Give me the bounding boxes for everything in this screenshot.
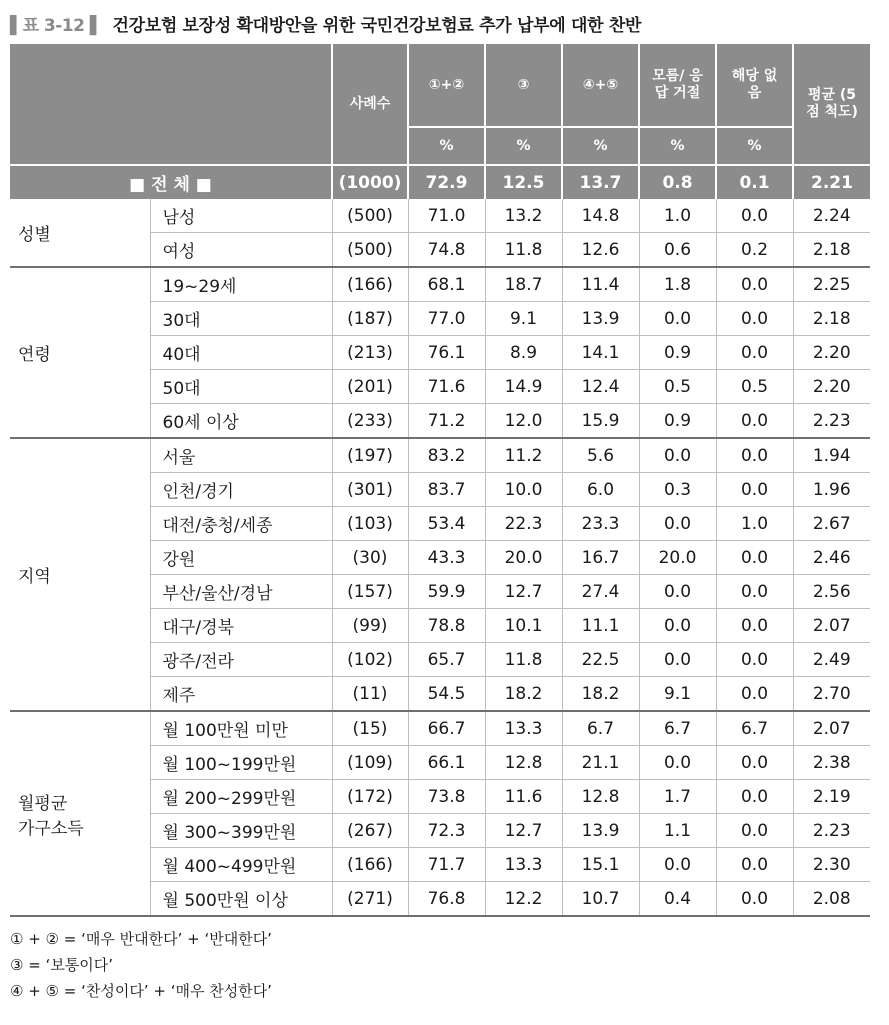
row-value: 76.1 [408,336,485,370]
total-count: (1000) [332,165,408,199]
row-count: (500) [332,199,408,233]
row-value: 2.07 [793,609,870,643]
row-count: (500) [332,233,408,268]
row-label: 남성 [150,199,332,233]
row-value: 13.3 [485,711,562,746]
row-label: 19~29세 [150,267,332,302]
row-value: 18.2 [562,677,639,712]
row-value: 11.6 [485,780,562,814]
row-value: 10.0 [485,473,562,507]
table-row [10,438,870,473]
row-count: (99) [332,609,408,643]
row-count: (109) [332,746,408,780]
row-value: 0.0 [639,643,716,677]
row-value: 0.0 [716,575,793,609]
row-value: 12.4 [562,370,639,404]
row-value: 12.8 [562,780,639,814]
row-value: 2.23 [793,814,870,848]
row-value: 2.20 [793,370,870,404]
row-value: 1.0 [639,199,716,233]
header-unit: % [408,127,485,165]
row-value: 11.8 [485,233,562,268]
row-count: (15) [332,711,408,746]
row-value: 68.1 [408,267,485,302]
row-label: 월 500만원 이상 [150,882,332,917]
row-value: 8.9 [485,336,562,370]
total-value: 2.21 [793,165,870,199]
row-value: 0.3 [639,473,716,507]
group-label: 연령 [10,267,150,438]
row-value: 72.3 [408,814,485,848]
row-value: 11.4 [562,267,639,302]
row-value: 0.6 [639,233,716,268]
row-label: 60세 이상 [150,404,332,439]
row-value: 2.07 [793,711,870,746]
group-label: 월평균 가구소득 [10,711,150,916]
row-value: 2.49 [793,643,870,677]
row-value: 71.2 [408,404,485,439]
row-label: 강원 [150,541,332,575]
row-value: 2.30 [793,848,870,882]
row-value: 2.08 [793,882,870,917]
row-value: 76.8 [408,882,485,917]
row-count: (30) [332,541,408,575]
row-value: 0.0 [716,609,793,643]
row-value: 13.3 [485,848,562,882]
table-row [10,711,870,746]
row-label: 월 100만원 미만 [150,711,332,746]
row-value: 20.0 [485,541,562,575]
row-value: 0.0 [716,848,793,882]
total-label: ■ 전 체 ■ [10,165,332,199]
row-count: (187) [332,302,408,336]
row-value: 6.7 [716,711,793,746]
row-value: 12.7 [485,814,562,848]
row-label: 30대 [150,302,332,336]
row-count: (267) [332,814,408,848]
header-col2: ③ [485,44,562,127]
row-value: 13.9 [562,302,639,336]
table-row [10,199,870,233]
row-label: 서울 [150,438,332,473]
row-value: 1.7 [639,780,716,814]
total-value: 0.1 [716,165,793,199]
row-value: 21.1 [562,746,639,780]
row-value: 0.0 [716,746,793,780]
row-value: 66.1 [408,746,485,780]
row-value: 14.9 [485,370,562,404]
footnotes [10,926,272,1004]
row-value: 2.25 [793,267,870,302]
row-value: 53.4 [408,507,485,541]
row-value: 9.1 [485,302,562,336]
row-label: 월 400~499만원 [150,848,332,882]
row-value: 2.24 [793,199,870,233]
row-value: 2.67 [793,507,870,541]
row-value: 1.0 [716,507,793,541]
row-label: 대전/충청/세종 [150,507,332,541]
row-value: 77.0 [408,302,485,336]
total-row [10,165,870,199]
table-title: 건강보험 보장성 확대방안을 위한 국민건강보험료 추가 납부에 대한 찬반 [112,15,642,36]
row-value: 18.2 [485,677,562,712]
row-value: 74.8 [408,233,485,268]
row-value: 0.0 [716,780,793,814]
survey-table [10,44,870,917]
row-value: 14.1 [562,336,639,370]
row-value: 13.9 [562,814,639,848]
row-value: 1.94 [793,438,870,473]
data-section [10,199,870,916]
footnote: ① + ② = ‘매우 반대한다’ + ‘반대한다’ [10,930,272,948]
row-value: 5.6 [562,438,639,473]
row-value: 6.0 [562,473,639,507]
row-count: (201) [332,370,408,404]
row-value: 0.0 [639,507,716,541]
row-value: 11.2 [485,438,562,473]
row-value: 11.1 [562,609,639,643]
row-value: 12.0 [485,404,562,439]
row-value: 54.5 [408,677,485,712]
row-value: 0.5 [716,370,793,404]
row-label: 50대 [150,370,332,404]
row-count: (102) [332,643,408,677]
row-label: 인천/경기 [150,473,332,507]
row-value: 2.19 [793,780,870,814]
row-value: 12.7 [485,575,562,609]
header-unit: % [639,127,716,165]
header-col4: 모름/ 응답 거절 [639,44,716,127]
row-label: 부산/울산/경남 [150,575,332,609]
row-value: 12.2 [485,882,562,917]
total-value: 72.9 [408,165,485,199]
row-value: 2.18 [793,233,870,268]
row-count: (172) [332,780,408,814]
row-value: 6.7 [639,711,716,746]
row-label: 제주 [150,677,332,712]
row-value: 14.8 [562,199,639,233]
row-value: 20.0 [639,541,716,575]
row-value: 66.7 [408,711,485,746]
row-value: 1.96 [793,473,870,507]
total-value: 13.7 [562,165,639,199]
row-value: 12.8 [485,746,562,780]
row-value: 2.20 [793,336,870,370]
header-unit: % [562,127,639,165]
row-value: 0.9 [639,336,716,370]
row-value: 71.6 [408,370,485,404]
row-value: 83.2 [408,438,485,473]
row-count: (103) [332,507,408,541]
row-value: 71.7 [408,848,485,882]
row-count: (157) [332,575,408,609]
row-count: (213) [332,336,408,370]
total-value: 12.5 [485,165,562,199]
row-count: (11) [332,677,408,712]
row-value: 0.0 [716,643,793,677]
row-value: 2.38 [793,746,870,780]
row-value: 0.0 [716,677,793,712]
row-count: (271) [332,882,408,917]
row-label: 월 100~199만원 [150,746,332,780]
row-value: 18.7 [485,267,562,302]
row-count: (301) [332,473,408,507]
row-value: 43.3 [408,541,485,575]
row-value: 23.3 [562,507,639,541]
footnote: ③ = ‘보통이다’ [10,956,114,974]
row-value: 13.2 [485,199,562,233]
row-value: 10.1 [485,609,562,643]
row-count: (197) [332,438,408,473]
header-col5: 해당 없음 [716,44,793,127]
row-value: 15.1 [562,848,639,882]
row-value: 0.0 [716,336,793,370]
row-value: 0.0 [639,575,716,609]
row-value: 2.70 [793,677,870,712]
row-count: (166) [332,267,408,302]
row-value: 0.0 [716,882,793,917]
header-blank [10,44,332,165]
table-header [10,44,870,165]
row-value: 0.0 [639,746,716,780]
row-value: 9.1 [639,677,716,712]
row-value: 78.8 [408,609,485,643]
row-label: 월 300~399만원 [150,814,332,848]
row-value: 0.0 [716,199,793,233]
group-label: 성별 [10,199,150,267]
row-value: 12.6 [562,233,639,268]
footnote: ④ + ⑤ = ‘찬성이다’ + ‘매우 찬성한다’ [10,982,272,1000]
row-value: 2.46 [793,541,870,575]
row-value: 0.0 [716,438,793,473]
row-value: 11.8 [485,643,562,677]
row-count: (166) [332,848,408,882]
row-value: 2.23 [793,404,870,439]
row-value: 0.0 [716,473,793,507]
row-value: 71.0 [408,199,485,233]
row-value: 10.7 [562,882,639,917]
header-count: 사례수 [332,44,408,165]
row-value: 0.0 [639,302,716,336]
row-value: 0.0 [639,438,716,473]
header-unit: % [485,127,562,165]
row-value: 0.5 [639,370,716,404]
group-label: 지역 [10,438,150,711]
row-label: 여성 [150,233,332,268]
row-value: 2.56 [793,575,870,609]
table-row [10,267,870,302]
header-unit: % [716,127,793,165]
table-caption [10,8,641,38]
row-value: 2.18 [793,302,870,336]
row-value: 73.8 [408,780,485,814]
row-label: 광주/전라 [150,643,332,677]
row-value: 59.9 [408,575,485,609]
header-col6: 평균 (5점 척도) [793,44,870,165]
header-col3: ④+⑤ [562,44,639,127]
row-label: 월 200~299만원 [150,780,332,814]
header-col1: ①+② [408,44,485,127]
row-value: 22.5 [562,643,639,677]
row-value: 0.0 [639,848,716,882]
row-value: 1.8 [639,267,716,302]
row-value: 83.7 [408,473,485,507]
row-value: 22.3 [485,507,562,541]
table-number: ▌표 3-12 ▌ [10,15,103,36]
row-value: 16.7 [562,541,639,575]
row-value: 6.7 [562,711,639,746]
total-value: 0.8 [639,165,716,199]
row-label: 40대 [150,336,332,370]
row-value: 0.4 [639,882,716,917]
row-value: 0.9 [639,404,716,439]
row-value: 15.9 [562,404,639,439]
row-value: 0.0 [716,302,793,336]
row-value: 0.0 [639,609,716,643]
row-label: 대구/경북 [150,609,332,643]
row-value: 0.0 [716,814,793,848]
row-value: 0.0 [716,267,793,302]
total-section [10,165,870,199]
row-value: 0.0 [716,404,793,439]
row-value: 0.2 [716,233,793,268]
row-value: 0.0 [716,541,793,575]
row-value: 27.4 [562,575,639,609]
row-value: 1.1 [639,814,716,848]
row-count: (233) [332,404,408,439]
row-value: 65.7 [408,643,485,677]
